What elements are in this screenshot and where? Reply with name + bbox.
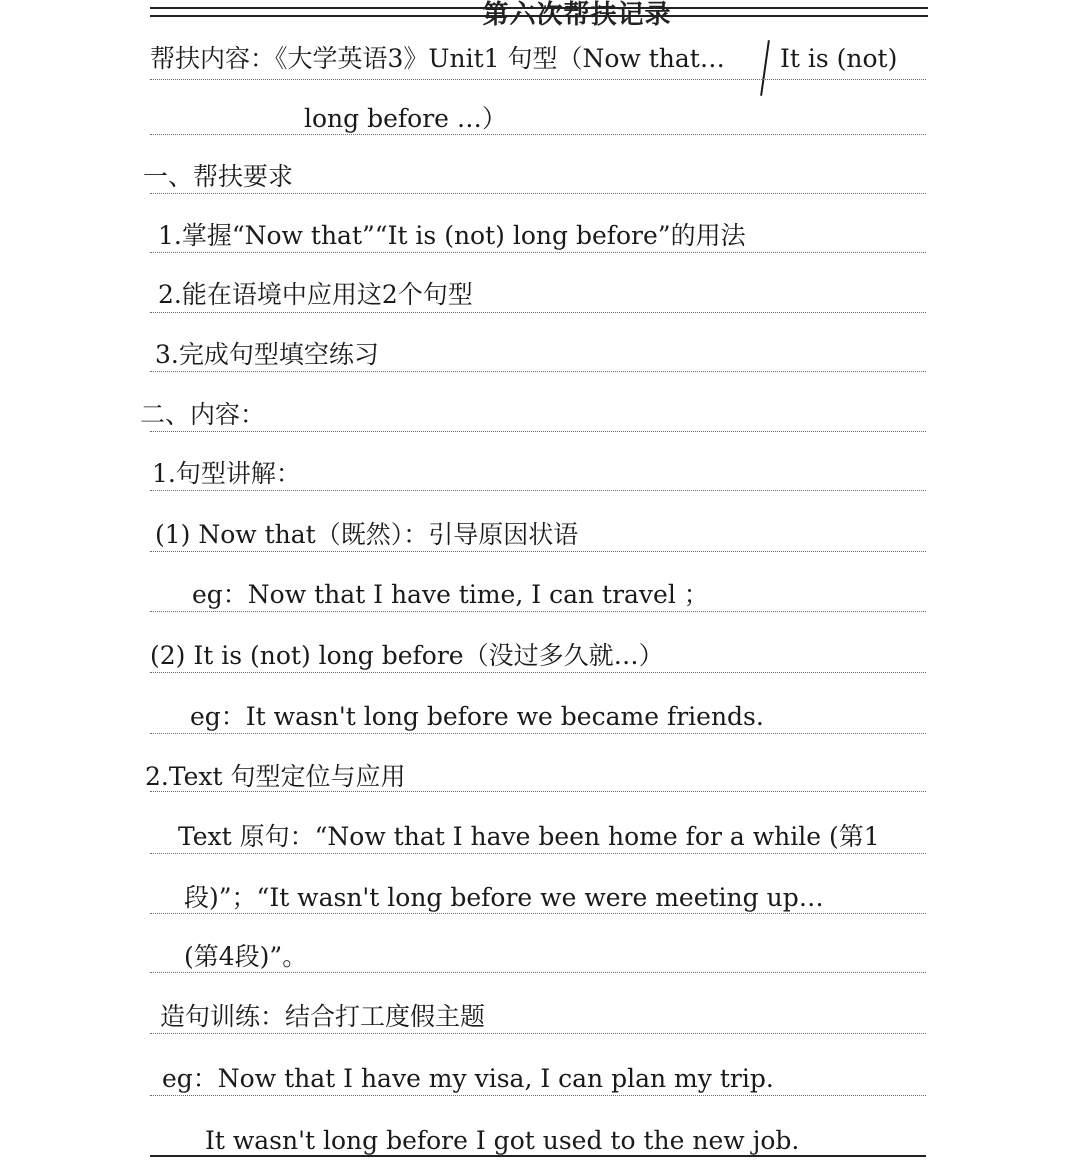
ruling-line xyxy=(150,672,926,673)
section-heading-1: 一、帮扶要求 xyxy=(143,162,294,191)
ruling-line xyxy=(150,431,926,432)
pattern-2-example: eg：It wasn't long before we became friends. xyxy=(190,702,764,731)
ruling-line xyxy=(150,79,926,80)
content-line-2: long before …） xyxy=(304,104,507,133)
slash-mark xyxy=(760,40,770,96)
ruling-line xyxy=(150,312,926,313)
ruling-line xyxy=(150,972,926,973)
ruling-line xyxy=(150,1033,926,1034)
ruling-line xyxy=(150,611,926,612)
pattern-1-example: eg：Now that I have time, I can travel ； xyxy=(192,580,709,609)
text-original-line-3: (第4段)”。 xyxy=(184,942,308,971)
ruling-line xyxy=(150,252,926,253)
ruling-line xyxy=(150,551,926,552)
ruling-line xyxy=(150,913,926,914)
pattern-2-definition: (2) It is (not) long before（没过多久就…） xyxy=(150,641,664,670)
bottom-rule xyxy=(150,1155,926,1157)
page-title: 第六次帮扶记录 xyxy=(482,0,672,30)
ruling-line xyxy=(150,1095,926,1096)
ruling-line xyxy=(150,733,926,734)
ruling-line xyxy=(150,193,926,194)
content-line-1: 帮扶内容：《大学英语3》Unit1 句型（Now that… xyxy=(150,44,725,73)
subheading-pattern-explanation: 1.句型讲解： xyxy=(152,459,301,488)
ruling-line xyxy=(150,371,926,372)
requirement-3: 3.完成句型填空练习 xyxy=(155,340,379,369)
ruling-line xyxy=(150,853,926,854)
ruling-line xyxy=(150,490,926,491)
text-original-line-2: 段)”；“It wasn't long before we were meeting up… xyxy=(184,883,824,912)
section-heading-2: 二、内容： xyxy=(140,400,266,429)
requirement-2: 2.能在语境中应用这2个句型 xyxy=(158,280,473,309)
requirement-1: 1.掌握“Now that”“It is (not) long before”的用法 xyxy=(158,221,746,250)
practice-heading: 造句训练：结合打工度假主题 xyxy=(160,1002,486,1031)
practice-example-2: It wasn't long before I got used to the new job. xyxy=(205,1126,800,1155)
text-original-line-1: Text 原句：“Now that I have been home for a while (第1 xyxy=(178,822,880,851)
ruling-line xyxy=(150,134,926,135)
content-line-1-end: It is (not) xyxy=(780,44,898,73)
pattern-1-definition: (1) Now that（既然）：引导原因状语 xyxy=(155,520,579,549)
subheading-text-application: 2.Text 句型定位与应用 xyxy=(145,762,406,791)
practice-example-1: eg：Now that I have my visa, I can plan my trip. xyxy=(162,1064,774,1093)
ruling-line xyxy=(150,791,926,792)
